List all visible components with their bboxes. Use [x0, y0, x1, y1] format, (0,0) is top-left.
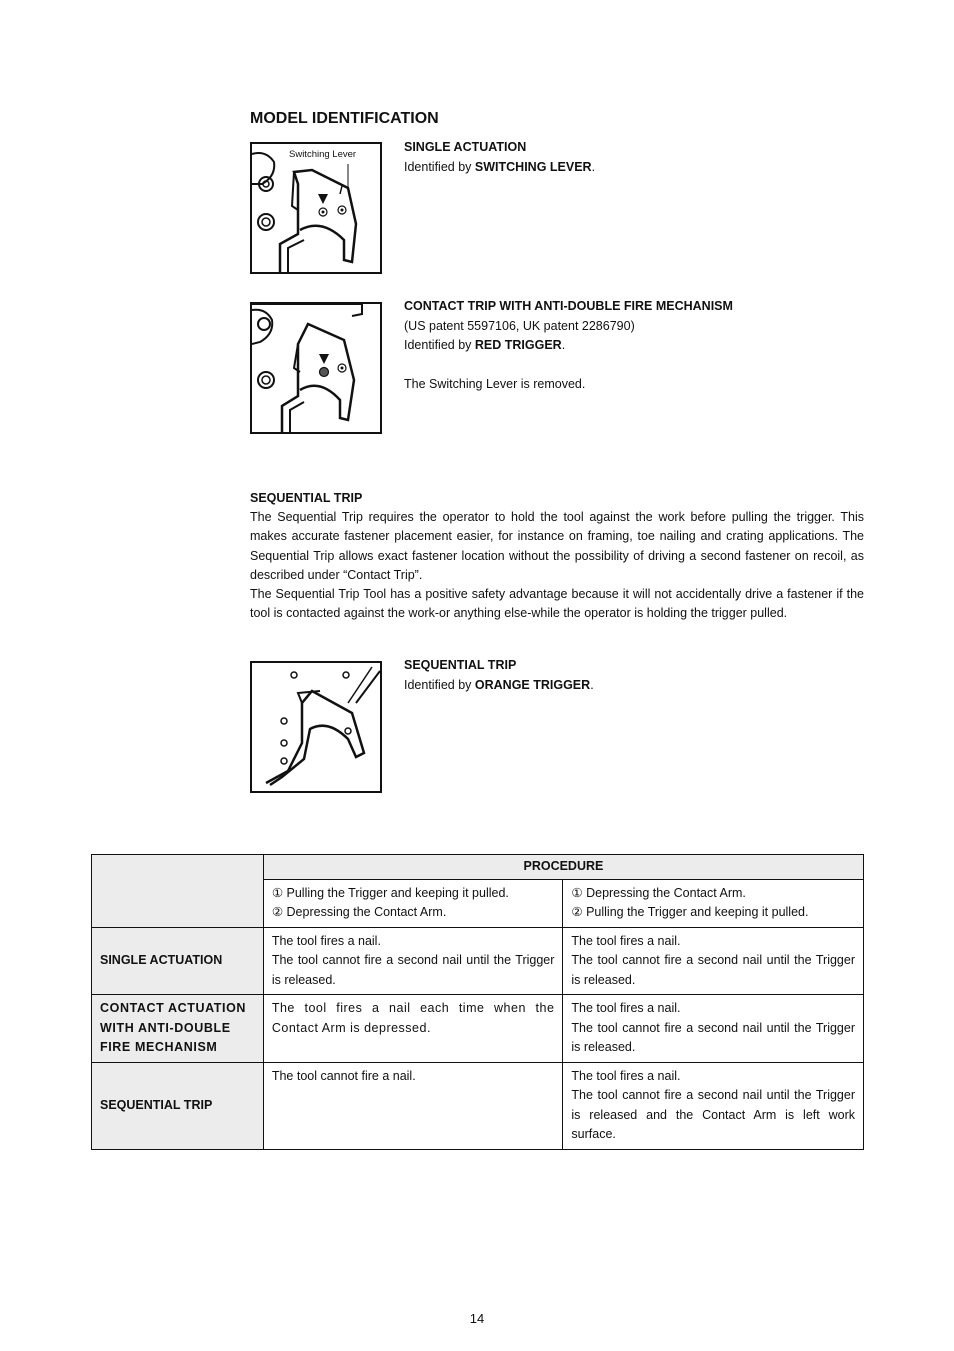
- table-cell: The tool cannot fire a nail.: [263, 1062, 563, 1149]
- identifier: SWITCHING LEVER: [474, 159, 592, 174]
- page-title: MODEL IDENTIFICATION: [250, 110, 439, 127]
- table-cell: The tool fires a nail each time when the Contact Arm is depressed.: [263, 995, 563, 1063]
- page-number: 14: [469, 1311, 485, 1326]
- row-label: SEQUENTIAL TRIP: [92, 1062, 264, 1149]
- sequential-trip-description: SEQUENTIAL TRIP Identified by ORANGE TRIGGER.: [404, 656, 864, 695]
- sequential-trip-paragraph-2: The Sequential Trip Tool has a positive safety advantage because it will not accidentally drive a fastener if the tool is contacted against the work-or anything else-while the operator is holding the trigger pulled.: [250, 587, 864, 621]
- procedure-table: [91, 854, 864, 1150]
- sequential-trip-figure: [250, 661, 382, 793]
- identifier: ORANGE TRIGGER: [474, 677, 591, 692]
- table-cell: The tool fires a nail. The tool cannot fire a second nail until the Trigger is released.: [563, 995, 864, 1063]
- procedure-col-1: ① Pulling the Trigger and keeping it pulled. ② Depressing the Contact Arm.: [263, 879, 563, 927]
- table-cell: The tool fires a nail. The tool cannot fire a second nail until the Trigger is released and the Contact Arm is left work surface.: [563, 1062, 864, 1149]
- identifier: RED TRIGGER: [474, 338, 562, 352]
- contact-trip-figure: [250, 302, 382, 434]
- sequential-trip-heading: SEQUENTIAL TRIP: [250, 491, 363, 505]
- table-row: [92, 927, 864, 995]
- contact-trip-heading: CONTACT TRIP WITH ANTI-DOUBLE FIRE MECHANISM: [404, 299, 733, 313]
- table-row: [92, 855, 864, 880]
- table-cell: The tool fires a nail. The tool cannot fire a second nail until the Trigger is released.: [263, 927, 563, 995]
- procedure-col-2: ① Depressing the Contact Arm. ② Pulling the Trigger and keeping it pulled.: [563, 879, 864, 927]
- row-label: CONTACT ACTUATION WITH ANTI-DOUBLE FIRE MECHANISM: [92, 995, 264, 1063]
- single-actuation-figure: [250, 142, 382, 274]
- patent-text: (US patent 5597106, UK patent 2286790): [404, 318, 635, 333]
- table-row: [92, 995, 864, 1063]
- sequential-trip-paragraph-1: The Sequential Trip requires the operator to hold the tool against the work before pulling the trigger. This makes accurate fastener placement easier, for instance on framing, toe nailing and crating applications. The Sequential Trip allows exact fastener location without the possibility of driving a second fastener on recoil, as described under “Contact Trip”.: [250, 510, 864, 582]
- row-label: SINGLE ACTUATION: [92, 927, 264, 995]
- single-actuation-description: SINGLE ACTUATION Identified by SWITCHING LEVER.: [404, 138, 864, 177]
- contact-trip-note: The Switching Lever is removed.: [404, 377, 586, 391]
- single-actuation-heading: SINGLE ACTUATION: [404, 140, 527, 154]
- corner-cell: [92, 855, 264, 928]
- table-row: [92, 1062, 864, 1149]
- contact-trip-description: CONTACT TRIP WITH ANTI-DOUBLE FIRE MECHANISM (US patent 5597106, UK patent 2286790) Identified by RED TRIGGER. The Switching Lever is removed.: [404, 297, 864, 395]
- switching-lever-label: Switching Lever: [289, 149, 357, 160]
- sequential-trip-figure-heading: SEQUENTIAL TRIP: [404, 658, 517, 672]
- table-cell: The tool fires a nail. The tool cannot fire a second nail until the Trigger is released.: [563, 927, 864, 995]
- procedure-header: PROCEDURE: [263, 855, 863, 880]
- sequential-trip-section: [250, 489, 864, 623]
